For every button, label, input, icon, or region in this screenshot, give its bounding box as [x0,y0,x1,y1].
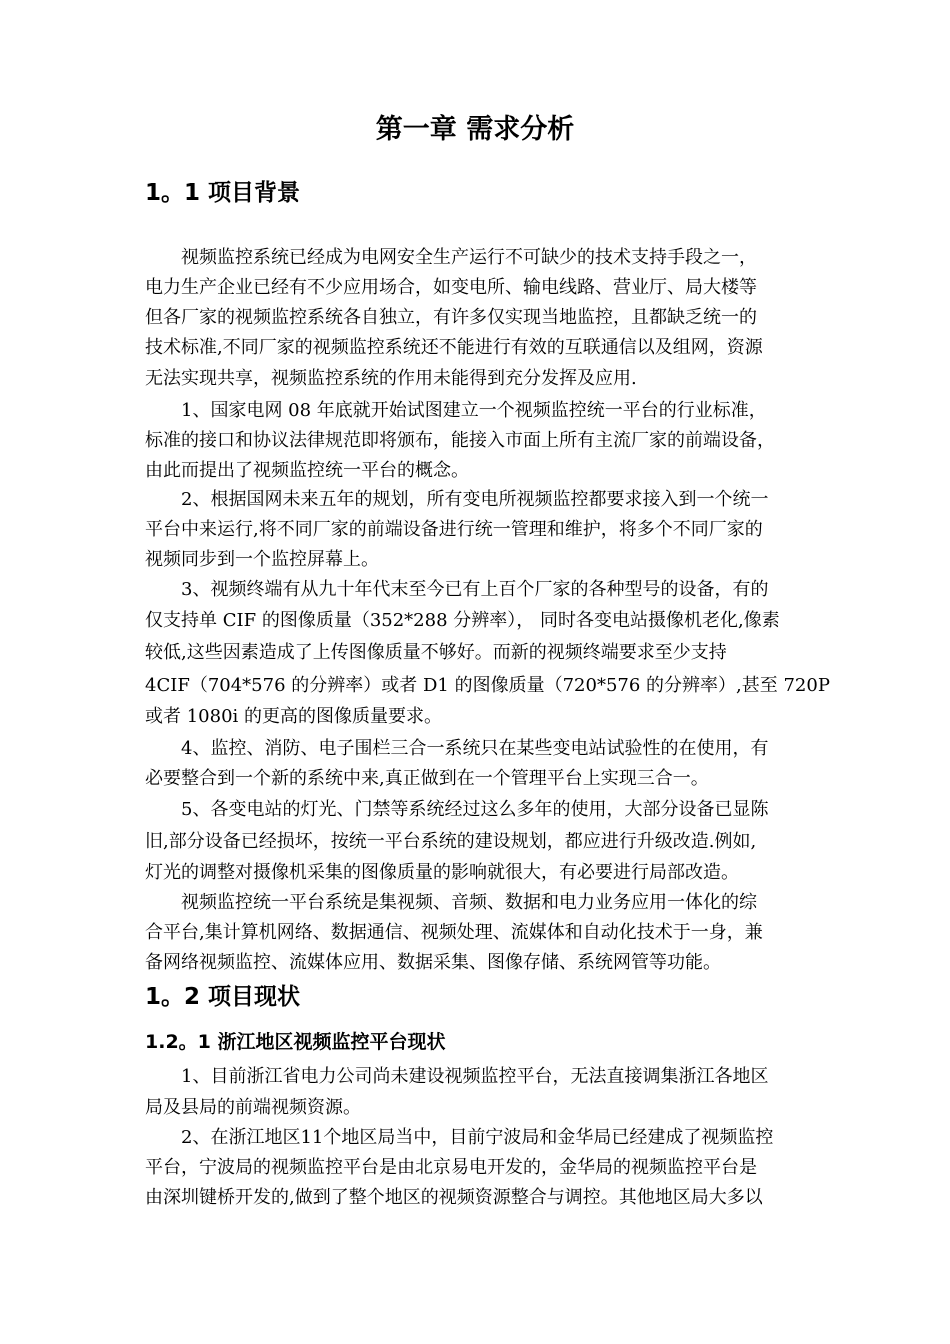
paragraph-line: 无法实现共享，视频监控系统的作用未能得到充分发挥及应用. [145,368,637,389]
paragraph-line: 由此而提出了视频监控统一平台的概念。 [145,460,469,481]
paragraph-line: 1、国家电网 08 年底就开始试图建立一个视频监控统一平台的行业标准， [181,400,767,421]
section-heading-1-2: 1。2 项目现状 [145,984,301,1010]
paragraph-line: 局及县局的前端视频资源。 [145,1097,361,1118]
paragraph-line: 由深圳键桥开发的,做到了整个地区的视频资源整合与调控。其他地区局大多以 [145,1187,763,1208]
paragraph-line: 3、视频终端有从九十年代末至今已有上百个厂家的各种型号的设备，有的 [181,579,769,600]
paragraph-line: 仅支持单 CIF 的图像质量（352*288 分辨率）， 同时各变电站摄像机老化,像素 [145,610,780,631]
paragraph-line: 视频监控系统已经成为电网安全生产运行不可缺少的技术支持手段之一， [181,247,757,268]
paragraph-line: 视频同步到一个监控屏幕上。 [145,549,379,570]
paragraph-line: 电力生产企业已经有不少应用场合，如变电所、输电线路、营业厅、局大楼等 [145,277,757,298]
paragraph-line: 平台，宁波局的视频监控平台是由北京易电开发的，金华局的视频监控平台是 [145,1157,757,1178]
chapter-title: 第一章 需求分析 [375,114,575,145]
paragraph-line: 4CIF（704*576 的分辨率）或者 D1 的图像质量（720*576 的分辨率）,甚至 720P [145,675,830,696]
paragraph-line: 灯光的调整对摄像机采集的图像质量的影响就很大，有必要进行局部改造。 [145,862,739,883]
paragraph-line: 但各厂家的视频监控系统各自独立，有许多仅实现当地监控，且都缺乏统一的 [145,307,757,328]
section-heading-1-1: 1。1 项目背景 [145,180,301,206]
paragraph-line: 较低,这些因素造成了上传图像质量不够好。而新的视频终端要求至少支持 [145,642,727,663]
paragraph-line: 1、目前浙江省电力公司尚未建设视频监控平台，无法直接调集浙江各地区 [181,1066,769,1087]
paragraph-line: 旧,部分设备已经损坏，按统一平台系统的建设规划，都应进行升级改造.例如, [145,831,757,852]
paragraph-line: 合平台,集计算机网络、数据通信、视频处理、流媒体和自动化技术于一身，兼 [145,922,763,943]
paragraph-line: 2、在浙江地区11个地区局当中，目前宁波局和金华局已经建成了视频监控 [181,1127,774,1148]
paragraph-line: 标准的接口和协议法律规范即将颁布，能接入市面上所有主流厂家的前端设备， [145,430,775,451]
paragraph-line: 备网络视频监控、流媒体应用、数据采集、图像存储、系统网管等功能。 [145,952,721,973]
paragraph-line: 平台中来运行,将不同厂家的前端设备进行统一管理和维护，将多个不同厂家的 [145,519,763,540]
paragraph-line: 必要整合到一个新的系统中来,真正做到在一个管理平台上实现三合一。 [145,768,709,789]
paragraph-line: 5、各变电站的灯光、门禁等系统经过这么多年的使用，大部分设备已显陈 [181,799,769,820]
paragraph-line: 技术标准,不同厂家的视频监控系统还不能进行有效的互联通信以及组网，资源 [145,337,763,358]
paragraph-line: 视频监控统一平台系统是集视频、音频、数据和电力业务应用一体化的综 [181,892,757,913]
paragraph-line: 2、根据国网未来五年的规划，所有变电所视频监控都要求接入到一个统一 [181,489,769,510]
paragraph-line: 或者 1080i 的更高的图像质量要求。 [145,706,443,727]
paragraph-line: 4、监控、消防、电子围栏三合一系统只在某些变电站试验性的在使用，有 [181,738,769,759]
subsection-heading-1-2-1: 1.2。1 浙江地区视频监控平台现状 [145,1031,446,1053]
